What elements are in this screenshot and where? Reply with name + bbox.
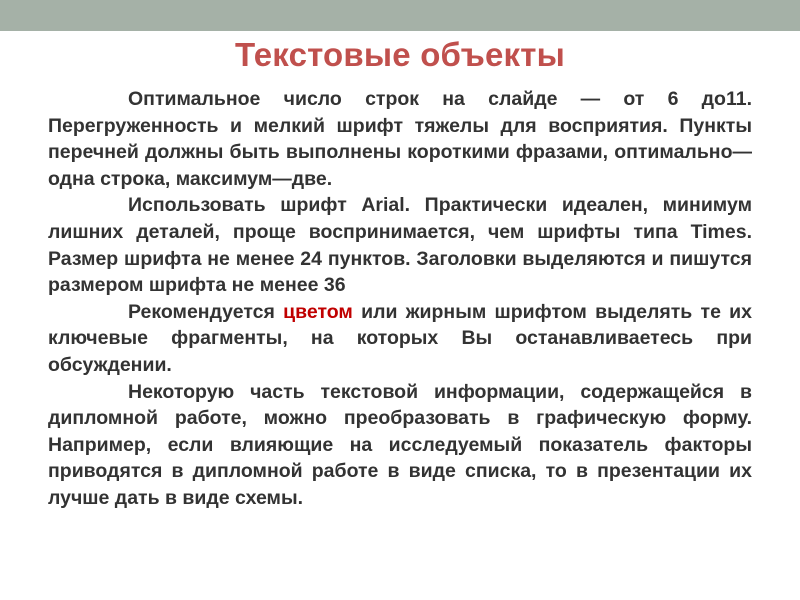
paragraph-3-after: или жирным шрифтом выделять те их ключевые фрагменты, на которых Вы останавливаетесь при обсуждении. [48,300,752,376]
slide-body [48,86,752,512]
paragraph-1: Оптимальное число строк на слайде — от 6 до11. Перегруженность и мелкий шрифт тяжелы для восприятия. Пункты перечней должны быть выполнены короткими фразами, оптимально—одна строка, максимум—две. [48,88,752,190]
top-decorative-bar [0,0,800,31]
paragraph-4: Некоторую часть текстовой информации, содержащейся в дипломной работе, можно преобразовать в графическую форму. Например, если влияющие на исследуемый показатель факторы приводятся в дипломной работе в виде списка, то в презентации их лучше дать в виде схемы. [48,380,752,509]
slide-title: Текстовые объекты [235,36,565,73]
paragraph-3-before: Рекомендуется [128,300,284,323]
paragraph-2: Использовать шрифт Arial. Практически идеален, минимум лишних деталей, проще воспринимается, чем шрифты типа Times. Размер шрифта не менее 24 пунктов. Заголовки выделяются и пишутся размером шрифта не менее 36 [48,194,752,297]
paragraph-3-highlight: цветом [283,300,353,323]
paragraph-3 [48,299,752,379]
